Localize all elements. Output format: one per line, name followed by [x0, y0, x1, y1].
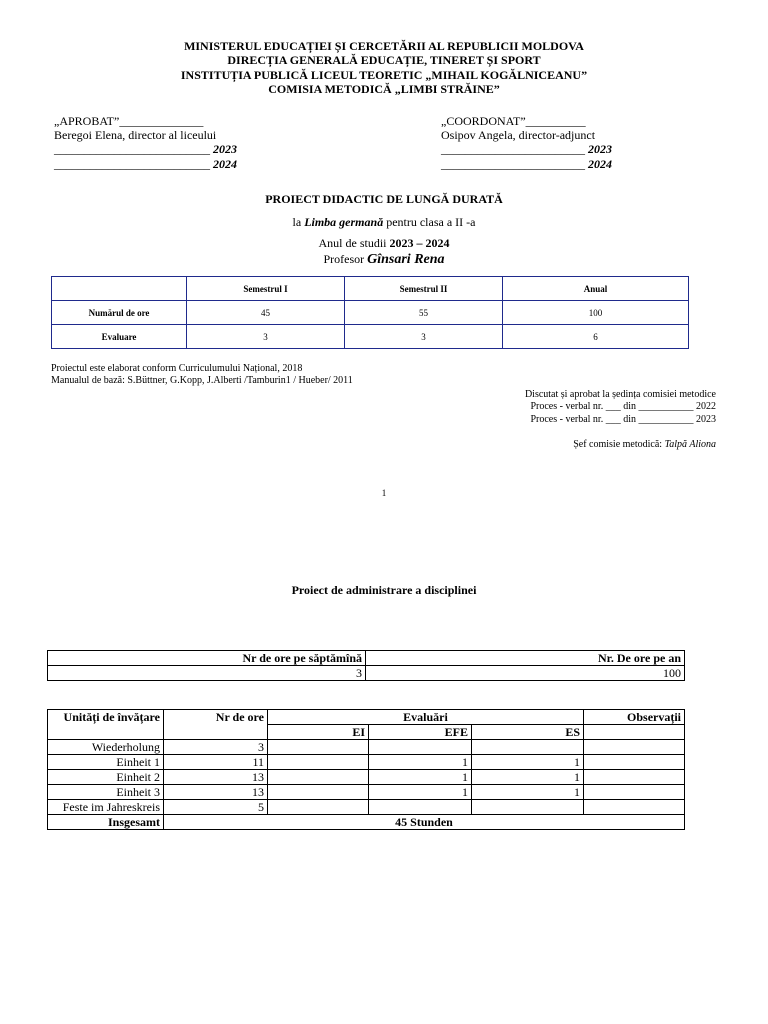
unit-ei: [268, 755, 369, 770]
table-cell: 45: [187, 301, 345, 325]
chief-label: Șef comisie metodică:: [573, 439, 665, 450]
total-label: Insgesamt: [48, 815, 164, 830]
total-value: 45 Stunden: [164, 815, 685, 830]
table-header-cell: Semestrul II: [345, 277, 503, 301]
unit-name: Feste im Jahreskreis: [48, 800, 164, 815]
table-header-row: [52, 277, 689, 301]
project-title: PROIECT DIDACTIC DE LUNGĂ DURATĂ: [265, 192, 503, 206]
units-table: [47, 709, 685, 830]
page-number: 1: [381, 488, 387, 498]
commission-title: COMISIA METODICĂ „LIMBI STRĂINE”: [268, 82, 500, 96]
table-cell: 55: [345, 301, 503, 325]
unit-obs: [584, 755, 685, 770]
coordinated-date-2023: [441, 142, 612, 156]
units-column-header: Unități de învățare: [48, 710, 164, 740]
ei-column-header: EI: [268, 725, 369, 740]
institution-title: INSTITUȚIA PUBLICĂ LICEUL TEORETIC „MIHAIL KOGĂLNICEANU”: [180, 68, 588, 82]
unit-obs: [584, 770, 685, 785]
manual-note: Manualul de bază: S.Büttner, G.Kopp, J.Alberti /Tamburin1 / Hueber/ 2011: [51, 375, 353, 386]
study-year-prefix: Anul de studii: [318, 236, 390, 250]
table-row: [52, 325, 689, 349]
subject-prefix: la: [292, 215, 305, 229]
coordinated-label: „COORDONAT”__________: [441, 114, 586, 128]
study-year-line: [0, 236, 768, 250]
table-row: [48, 666, 685, 681]
unit-obs: [584, 740, 685, 755]
hours-year-label: Nr. De ore pe an: [366, 651, 685, 666]
year-label: 2024: [213, 157, 237, 171]
es-column-header: ES: [472, 725, 584, 740]
subject-suffix: pentru clasa a II -a: [383, 215, 476, 229]
directorate-title: DIRECȚIA GENERALĂ EDUCAȚIE, TINERET ȘI SPORT: [227, 53, 541, 67]
row-label: Numărul de ore: [52, 301, 187, 325]
unit-efe: 1: [369, 785, 472, 800]
approved-date-2023: [54, 142, 237, 156]
unit-es: 1: [472, 755, 584, 770]
unit-hours: 13: [164, 785, 268, 800]
unit-obs: [584, 800, 685, 815]
table-cell: 3: [345, 325, 503, 349]
subject-line: [0, 215, 768, 229]
teacher-name: Gînsari Rena: [367, 252, 445, 267]
curriculum-note: Proiectul este elaborat conform Curriculumului Național, 2018: [51, 363, 303, 374]
table-row: [48, 770, 685, 785]
hours-week-value: 3: [48, 666, 366, 681]
unit-es: 1: [472, 770, 584, 785]
teacher-prefix: Profesor: [323, 252, 368, 266]
table-header-cell: Anual: [503, 277, 689, 301]
evaluations-column-header: Evaluări: [268, 710, 584, 725]
chief-name: Talpă Aliona: [664, 439, 716, 450]
commission-chief: [573, 439, 716, 451]
table-header-row: [48, 710, 685, 725]
unit-es: [472, 740, 584, 755]
teacher-line: [0, 251, 768, 268]
unit-ei: [268, 770, 369, 785]
signature-line: __________________________: [54, 157, 210, 171]
table-row: [48, 651, 685, 666]
efe-column-header: EFE: [369, 725, 472, 740]
table-row: [48, 755, 685, 770]
row-label: Evaluare: [52, 325, 187, 349]
hours-year-value: 100: [366, 666, 685, 681]
year-label: 2023: [213, 142, 237, 156]
unit-hours: 13: [164, 770, 268, 785]
semester-table: [51, 276, 689, 349]
signature-line: __________________________: [54, 142, 210, 156]
year-label: 2023: [588, 142, 612, 156]
unit-ei: [268, 785, 369, 800]
minutes-2023: Proces - verbal nr. ___ din ___________ 2023: [530, 414, 716, 425]
table-row: [48, 785, 685, 800]
unit-name: Einheit 2: [48, 770, 164, 785]
study-year: 2023 – 2024: [389, 236, 450, 250]
approved-label: „APROBAT”______________: [54, 114, 204, 128]
hours-column-header: Nr de ore: [164, 710, 268, 740]
unit-ei: [268, 740, 369, 755]
table-cell: 6: [503, 325, 689, 349]
unit-name: Wiederholung: [48, 740, 164, 755]
hours-week-label: Nr de ore pe săptămînă: [48, 651, 366, 666]
unit-efe: [369, 740, 472, 755]
approved-date-2024: [54, 157, 237, 171]
unit-es: 1: [472, 785, 584, 800]
unit-ei: [268, 800, 369, 815]
unit-name: Einheit 1: [48, 755, 164, 770]
observations-column-header: Observații: [584, 710, 685, 725]
table-cell: 100: [503, 301, 689, 325]
unit-hours: 3: [164, 740, 268, 755]
unit-hours: 11: [164, 755, 268, 770]
deputy-director-name: Osipov Angela, director-adjunct: [441, 128, 596, 142]
minutes-2022: Proces - verbal nr. ___ din ___________ 2022: [530, 401, 716, 412]
signature-line: ________________________: [441, 157, 585, 171]
table-header-cell: [52, 277, 187, 301]
unit-obs: [584, 785, 685, 800]
hours-table: [47, 650, 685, 681]
subject-name: Limba germană: [304, 215, 384, 229]
unit-hours: 5: [164, 800, 268, 815]
table-row: [48, 740, 685, 755]
table-row: [48, 800, 685, 815]
year-label: 2024: [588, 157, 612, 171]
table-total-row: [48, 815, 685, 830]
table-cell: 3: [187, 325, 345, 349]
table-header-cell: Semestrul I: [187, 277, 345, 301]
signature-line: ________________________: [441, 142, 585, 156]
administration-title: Proiect de administrare a disciplinei: [291, 583, 477, 597]
unit-es: [472, 800, 584, 815]
commission-discussed: Discutat și aprobat la ședința comisiei metodice: [524, 389, 716, 400]
coordinated-date-2024: [441, 157, 612, 171]
unit-efe: 1: [369, 755, 472, 770]
unit-efe: [369, 800, 472, 815]
unit-efe: 1: [369, 770, 472, 785]
unit-name: Einheit 3: [48, 785, 164, 800]
director-name: Beregoi Elena, director al liceului: [54, 128, 217, 142]
table-cell: [584, 725, 685, 740]
ministry-title: MINISTERUL EDUCAȚIEI ȘI CERCETĂRII AL REPUBLICII MOLDOVA: [184, 39, 584, 53]
table-row: [52, 301, 689, 325]
